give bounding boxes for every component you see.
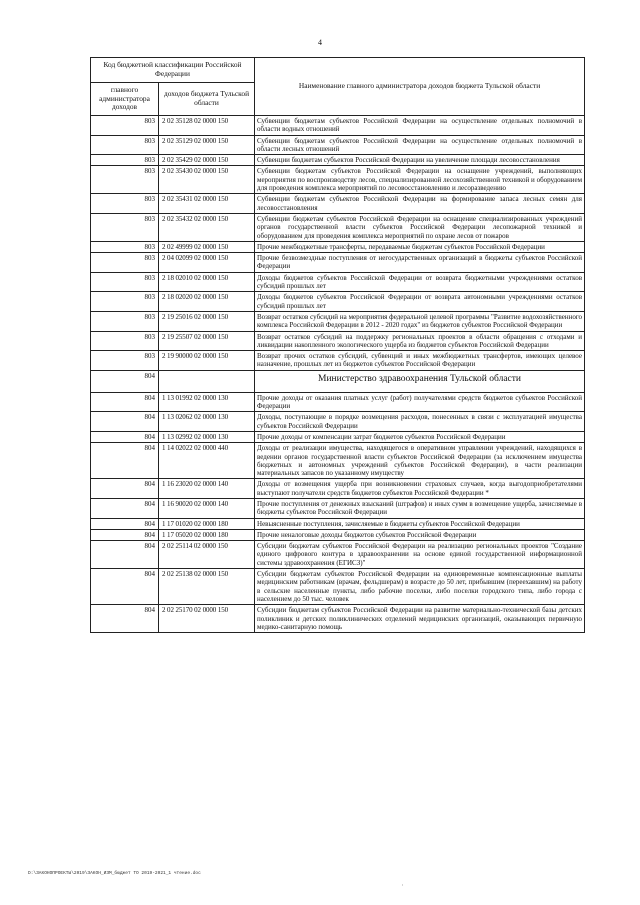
admin-code-cell: 803 [91, 331, 159, 351]
table-row [91, 392, 585, 412]
description-cell: Возврат прочих остатков субсидий, субвенций и иных межбюджетных трансфертов, имеющих целевое назначение, прошлых лет из бюджетов субъектов Российской Федерации [255, 351, 585, 371]
description-cell: Доходы от реализации имущества, находящегося в оперативном управлении учреждений, находящихся в ведении органов государственной власти субъектов Российской Федерации (за исключением имущества бюджетных и автономных учреждений субъектов Российской Федерации), в части реализации материальных запасов по указанному имуществу [255, 443, 585, 479]
admin-code-cell: 804 [91, 370, 159, 392]
revenue-code-cell: 1 13 02992 02 0000 130 [159, 431, 255, 442]
revenue-code-cell: 2 18 02010 02 0000 150 [159, 272, 255, 292]
revenue-code-cell: 2 02 49999 02 0000 150 [159, 241, 255, 252]
section-row [91, 370, 585, 392]
header-revenue: доходов бюджета Тульской области [159, 83, 255, 116]
description-cell: Прочие поступления от денежных взысканий (штрафов) и иных сумм в возмещение ущерба, зачисляемые в бюджеты субъектов Российской Федерации [255, 498, 585, 518]
table-row [91, 155, 585, 166]
file-path-footer: D:\ЗАКОНОПРОЕКТЫ\2019\ЗАКОН_ИЗМ_бюджет ТО 2019-2021_1 чтение.doc [28, 871, 201, 876]
description-cell: Субвенции бюджетам субъектов Российской Федерации на оснащение специализированных учреждений органов государственной власти субъектов Российской Федерации лесопожарной техникой и оборудованием для проведения комплекса мероприятий по охране лесов от пожаров [255, 213, 585, 241]
description-cell: Субвенции бюджетам субъектов Российской Федерации на оснащение учреждений, выполняющих мероприятия по воспроизводству лесов, специализированной лесохозяйственной техникой и оборудованием для проведения комплекса мероприятий по лесовосстановлению и лесоразведению [255, 166, 585, 194]
description-cell: Субсидии бюджетам субъектов Российской Федерации на развитие материально-технической базы детских поликлиник и детских поликлинических отделений медицинских организаций, оказывающих первичную медико-санитарную помощь [255, 605, 585, 633]
table-row [91, 431, 585, 442]
table-row [91, 272, 585, 292]
revenue-code-cell: 2 02 35129 02 0000 150 [159, 135, 255, 155]
table-row [91, 116, 585, 136]
description-cell: Субвенции бюджетам субъектов Российской Федерации на осуществление отдельных полномочий в области лесных отношений [255, 135, 585, 155]
table-row [91, 479, 585, 499]
admin-code-cell: 804 [91, 518, 159, 529]
table-row [91, 529, 585, 540]
admin-code-cell: 803 [91, 194, 159, 214]
table-row [91, 331, 585, 351]
header-name: Наименование главного администратора доходов бюджета Тульской области [255, 58, 585, 116]
admin-code-cell: 803 [91, 116, 159, 136]
page-number: 4 [318, 38, 322, 47]
admin-code-cell: 804 [91, 392, 159, 412]
admin-code-cell: 803 [91, 253, 159, 273]
table-row [91, 194, 585, 214]
admin-code-cell: 804 [91, 569, 159, 605]
revenue-code-cell: 2 02 25138 02 0000 150 [159, 569, 255, 605]
revenue-code-cell: 2 18 02020 02 0000 150 [159, 292, 255, 312]
admin-code-cell: 804 [91, 541, 159, 569]
description-cell: Доходы бюджетов субъектов Российской Федерации от возврата автономными учреждениями остатков субсидий прошлых лет [255, 292, 585, 312]
description-cell: Субсидии бюджетам субъектов Российской Федерации на реализацию региональных проектов "Создание единого цифрового контура в здравоохранении на основе единой государственной информационной системы здравоохранения (ЕГИСЗ)" [255, 541, 585, 569]
revenue-code-cell: 2 02 35128 02 0000 150 [159, 116, 255, 136]
admin-code-cell: 803 [91, 311, 159, 331]
admin-code-cell: 804 [91, 498, 159, 518]
scan-mark: ' [402, 885, 403, 890]
description-cell: Возврат остатков субсидий на поддержку региональных проектов в области обращения с отходами и ликвидации накопленного экологического ущерба из бюджетов субъектов Российской Федерации [255, 331, 585, 351]
table-row [91, 135, 585, 155]
table-row [91, 569, 585, 605]
table-row [91, 166, 585, 194]
table-row [91, 253, 585, 273]
description-cell: Прочие безвозмездные поступления от негосударственных организаций в бюджеты субъектов Российской Федерации [255, 253, 585, 273]
table-row [91, 292, 585, 312]
table-row [91, 541, 585, 569]
admin-code-cell: 804 [91, 412, 159, 432]
admin-code-cell: 804 [91, 431, 159, 442]
header-kbk: Код бюджетной классификации Российской Федерации [91, 58, 255, 83]
description-cell: Прочие доходы от компенсации затрат бюджетов субъектов Российской Федерации [255, 431, 585, 442]
description-cell: Субсидии бюджетам субъектов Российской Федерации на единовременные компенсационные выплаты медицинским работникам (врачам, фельдшерам) в возрасте до 50 лет, прибывшим (переехавшим) на работу в сельские населенные пункты, либо рабочие поселки, либо поселки городского типа, либо города с населением до 50 тыс. человек [255, 569, 585, 605]
revenue-code-cell: 1 17 05020 02 0000 180 [159, 529, 255, 540]
admin-code-cell: 803 [91, 135, 159, 155]
table-row [91, 443, 585, 479]
revenue-code-cell: 1 14 02022 02 0000 440 [159, 443, 255, 479]
admin-code-cell: 804 [91, 605, 159, 633]
revenue-code-cell [159, 370, 255, 392]
admin-code-cell: 803 [91, 351, 159, 371]
admin-code-cell: 803 [91, 292, 159, 312]
revenue-code-cell: 2 02 35429 02 0000 150 [159, 155, 255, 166]
table-row [91, 351, 585, 371]
admin-code-cell: 803 [91, 241, 159, 252]
table-row [91, 241, 585, 252]
revenue-code-cell: 1 16 90020 02 0000 140 [159, 498, 255, 518]
revenue-code-cell: 2 02 35431 02 0000 150 [159, 194, 255, 214]
description-cell: Доходы бюджетов субъектов Российской Федерации от возврата бюджетными учреждениями остатков субсидий прошлых лет [255, 272, 585, 292]
description-cell: Возврат остатков субсидий на мероприятия федеральной целевой программы "Развитие водохозяйственного комплекса Российской Федерации в 2012 - 2020 годах" из бюджетов субъектов Российской Федерации [255, 311, 585, 331]
description-cell: Доходы, поступающие в порядке возмещения расходов, понесенных в связи с эксплуатацией имущества субъектов Российской Федерации [255, 412, 585, 432]
description-cell: Прочие доходы от оказания платных услуг (работ) получателями средств бюджетов субъектов Российской Федерации [255, 392, 585, 412]
table-row [91, 605, 585, 633]
revenue-code-cell: 2 02 35432 02 0000 150 [159, 213, 255, 241]
admin-code-cell: 804 [91, 529, 159, 540]
description-cell: Прочие неналоговые доходы бюджетов субъектов Российской Федерации [255, 529, 585, 540]
section-title: Министерство здравоохранения Тульской области [255, 370, 585, 392]
admin-code-cell: 803 [91, 155, 159, 166]
description-cell: Невыясненные поступления, зачисляемые в бюджеты субъектов Российской Федерации [255, 518, 585, 529]
revenue-code-cell: 1 13 01992 02 0000 130 [159, 392, 255, 412]
admin-code-cell: 804 [91, 479, 159, 499]
revenue-code-cell: 1 13 02062 02 0000 130 [159, 412, 255, 432]
description-cell: Субвенции бюджетам субъектов Российской Федерации на увеличение площади лесовосстановления [255, 155, 585, 166]
revenue-code-cell: 2 19 90000 02 0000 150 [159, 351, 255, 371]
revenue-code-cell: 2 02 25170 02 0000 150 [159, 605, 255, 633]
table-row [91, 213, 585, 241]
admin-code-cell: 804 [91, 443, 159, 479]
revenue-code-cell: 1 17 01020 02 0000 180 [159, 518, 255, 529]
admin-code-cell: 803 [91, 213, 159, 241]
description-cell: Субвенции бюджетам субъектов Российской Федерации на формирование запаса лесных семян для лесовосстановления [255, 194, 585, 214]
revenue-admin-table [90, 57, 585, 633]
table-row [91, 518, 585, 529]
revenue-code-cell: 2 02 35430 02 0000 150 [159, 166, 255, 194]
table-row [91, 498, 585, 518]
revenue-code-cell: 2 19 25016 02 0000 150 [159, 311, 255, 331]
description-cell: Субвенции бюджетам субъектов Российской Федерации на осуществление отдельных полномочий в области водных отношений [255, 116, 585, 136]
revenue-code-cell: 2 04 02099 02 0000 150 [159, 253, 255, 273]
admin-code-cell: 803 [91, 166, 159, 194]
table-row [91, 311, 585, 331]
table-row [91, 412, 585, 432]
revenue-code-cell: 1 16 23020 02 0000 140 [159, 479, 255, 499]
revenue-code-cell: 2 02 25114 02 0000 150 [159, 541, 255, 569]
admin-code-cell: 803 [91, 272, 159, 292]
description-cell: Прочие межбюджетные трансферты, передаваемые бюджетам субъектов Российской Федерации [255, 241, 585, 252]
revenue-code-cell: 2 19 25507 02 0000 150 [159, 331, 255, 351]
description-cell: Доходы от возмещения ущерба при возникновении страховых случаев, когда выгодоприобретателями выступают получатели средств бюджетов субъектов Российской Федерации * [255, 479, 585, 499]
header-admin: главного администратора доходов [91, 83, 159, 116]
